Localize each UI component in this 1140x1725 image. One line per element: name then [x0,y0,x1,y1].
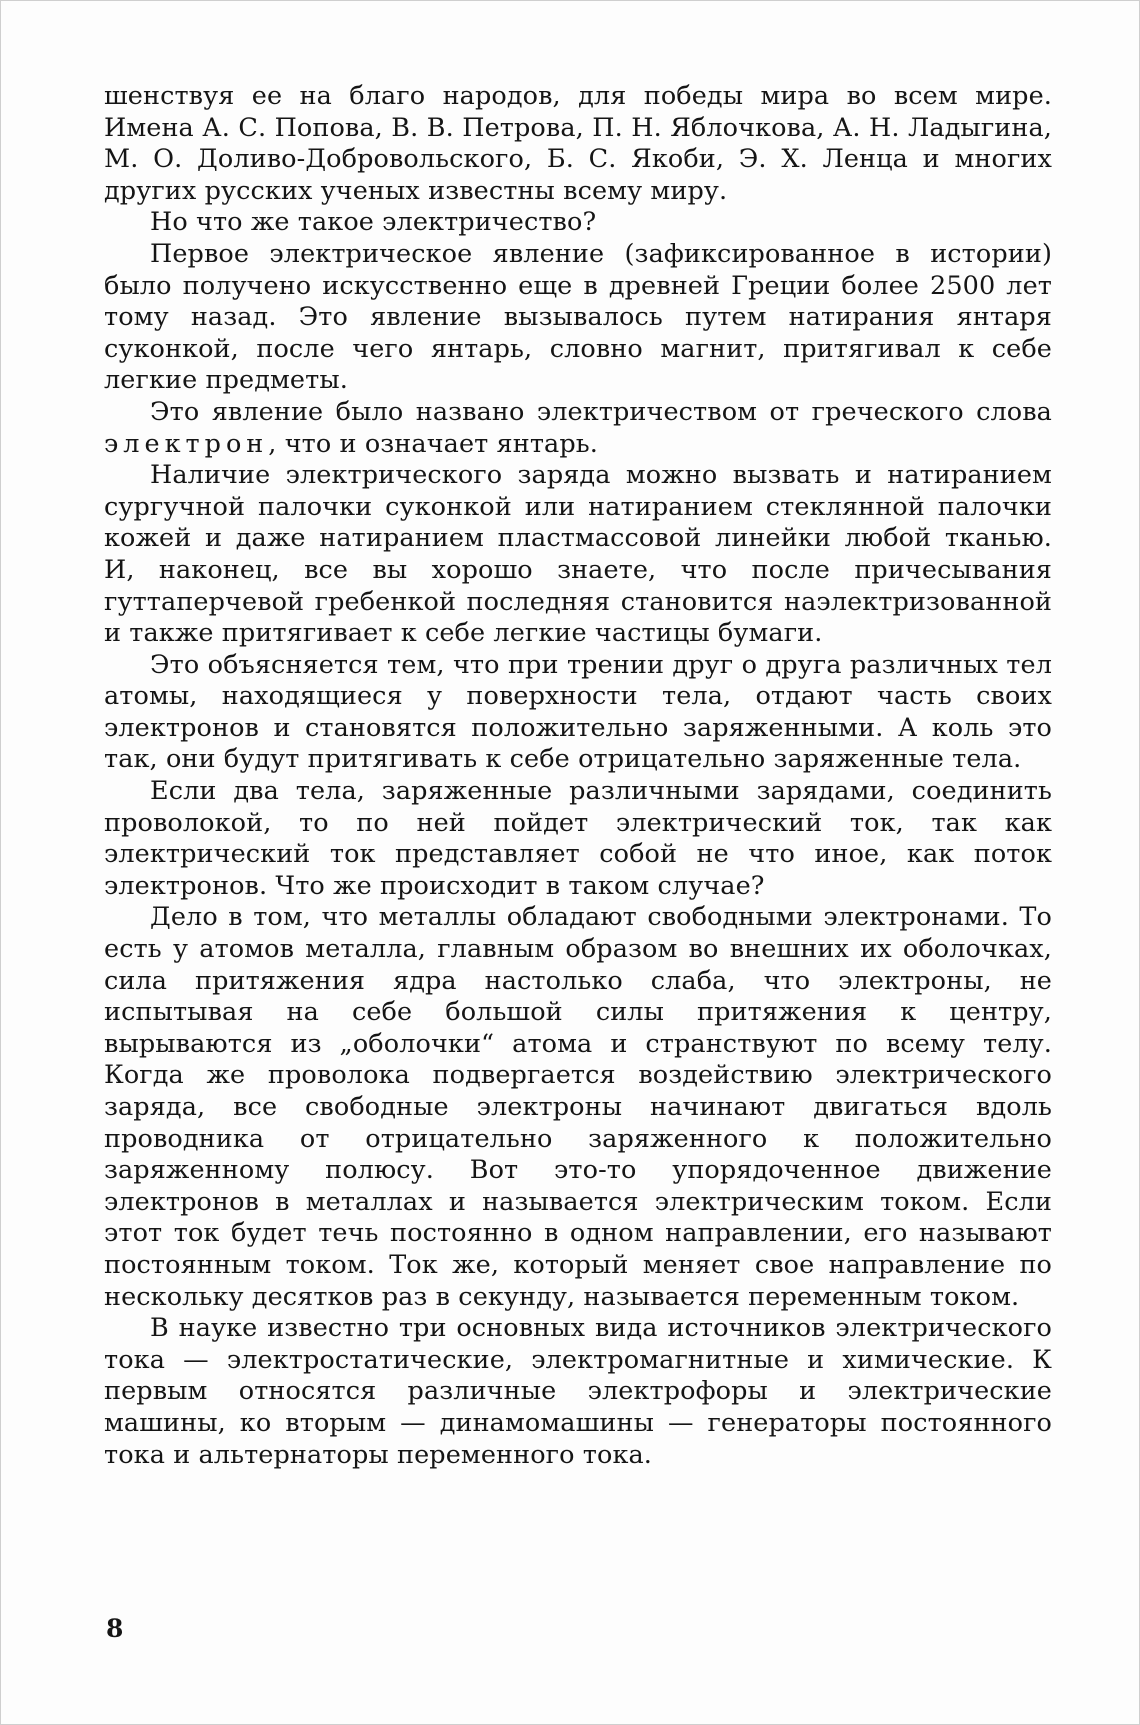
spaced-term: электрон [104,428,269,459]
paragraph-text-after: , что и означает янтарь. [268,428,598,459]
paragraph-sources: В науке известно три основных вида источников электрического тока — электростатические, электромагнитные и химические. К первым относятся различные электрофоры и электрические машины, ко вторым — динамомашины — генераторы постоянного тока и альтернаторы переменного тока. [104,1313,1052,1470]
body-text [104,81,1052,1471]
paragraph-charge-methods: Наличие электрического заряда можно вызвать и натиранием сургучной палочки суконкой или натиранием стеклянной палочки кожей и даже натиранием пластмассовой линейки любой тканью. И, наконец, все вы хорошо знаете, что после причесывания гуттаперчевой гребенкой последняя становится наэлектризованной и также притягивает к себе легкие частицы бумаги. [104,460,1052,649]
page-number: 8 [106,1614,124,1643]
paragraph-free-electrons: Дело в том, что металлы обладают свободными электронами. То есть у атомов металла, главным образом во внешних их оболочках, сила притяжения ядра настолько слаба, что электроны, не испытывая на себе большой силы притяжения к центру, вырываются из „оболочки“ атома и странствуют по всему телу. Когда же проволока подвергается воздействию электрического заряда, все свободные электроны начинают двигаться вдоль проводника от отрицательно заряженного к положительно заряженному полюсу. Вот это-то упорядоченное движение электронов в металлах и называется электрическим током. Если этот ток будет течь постоянно в одном направлении, его называют постоянным током. Ток же, который меняет свое направление по нескольку десятков раз в секунду, называется переменным током. [104,902,1052,1312]
paragraph-first-phenomenon: Первое электрическое явление (зафиксированное в истории) было получено искусственно еще в древней Греции более 2500 лет тому назад. Это явление вызывалось путем натирания янтаря суконкой, после чего янтарь, словно магнит, притягивал к себе легкие предметы. [104,238,1052,396]
paragraph-current: Если два тела, заряженные различными зарядами, соединить проволокой, то по ней пойдет электрический ток, так как электрический ток представляет собой не что иное, как поток электронов. Что же происходит в таком случае? [104,776,1052,901]
paragraph-question: Но что же такое электричество? [150,207,597,238]
paragraph-friction: Это объясняется тем, что при трении друг о друга различных тел атомы, находящиеся у поверхности тела, отдают часть своих электронов и становятся положительно заряженными. А коль это так, они будут притягивать к себе отрицательно заряженные тела. [104,649,1052,775]
paragraph-electron-origin [104,397,1052,460]
paragraph-continuation: шенствуя ее на благо народов, для победы мира во всем мире. Имена А. С. Попова, В. В. Петрова, П. Н. Яблочкова, А. Н. Ладыгина, М. О. Доливо-Добровольского, Б. С. Якоби, Э. Х. Ленца и многих других русских ученых известны всему миру. [104,81,1052,206]
paragraph-text-before: Это явление было названо электричеством от греческого слова [150,396,1052,427]
